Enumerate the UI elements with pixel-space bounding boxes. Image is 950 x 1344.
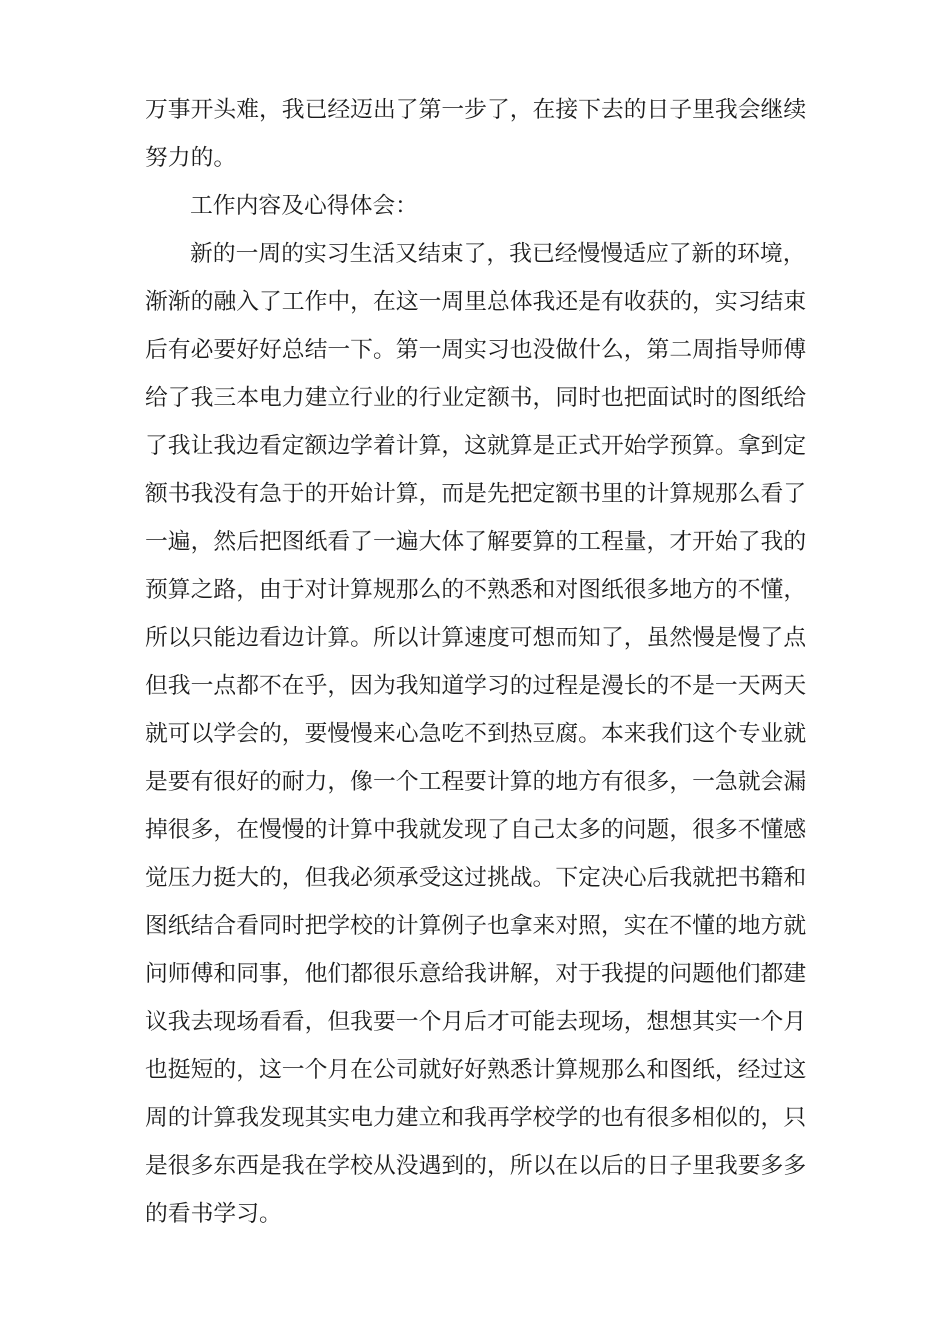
- text-line: 新的一周的实习生活又结束了，我已经慢慢适应了新的环境，: [190, 241, 806, 267]
- text-line: 一遍，然后把图纸看了一遍大体了解要算的工程量，才开始了我的: [145, 529, 807, 555]
- text-line: 但我一点都不在乎，因为我知道学习的过程是漫长的不是一天两天: [145, 673, 807, 699]
- text-line: 也挺短的，这一个月在公司就好好熟悉计算规那么和图纸，经过这: [145, 1057, 807, 1083]
- text-line: 给了我三本电力建立行业的行业定额书，同时也把面试时的图纸给: [145, 385, 807, 411]
- text-line: 议我去现场看看，但我要一个月后才可能去现场，想想其实一个月: [145, 1009, 807, 1035]
- text-line: 所以只能边看边计算。所以计算速度可想而知了，虽然慢是慢了点: [145, 625, 807, 651]
- text-line: 预算之路，由于对计算规那么的不熟悉和对图纸很多地方的不懂，: [145, 577, 807, 603]
- document-body: [145, 86, 805, 1238]
- text-line: 了我让我边看定额边学着计算，这就算是正式开始学预算。拿到定: [145, 433, 807, 459]
- text-line: 就可以学会的，要慢慢来心急吃不到热豆腐。本来我们这个专业就: [145, 721, 807, 747]
- text-line: 是很多东西是我在学校从没遇到的，所以在以后的日子里我要多多: [145, 1153, 807, 1179]
- text-line: 的看书学习。: [145, 1201, 282, 1227]
- section-heading: 工作内容及心得体会：: [190, 193, 418, 219]
- text-line: 是要有很好的耐力，像一个工程要计算的地方有很多，一急就会漏: [145, 769, 807, 795]
- text-line: 觉压力挺大的，但我必须承受这过挑战。下定决心后我就把书籍和: [145, 865, 807, 891]
- text-line: 渐渐的融入了工作中，在这一周里总体我还是有收获的，实习结束: [145, 289, 807, 315]
- text-line: 问师傅和同事，他们都很乐意给我讲解，对于我提的问题他们都建: [145, 961, 807, 987]
- text-line: 努力的。: [145, 145, 237, 171]
- text-line: 后有必要好好总结一下。第一周实习也没做什么，第二周指导师傅: [145, 337, 807, 363]
- text-line: 掉很多，在慢慢的计算中我就发现了自己太多的问题，很多不懂感: [145, 817, 807, 843]
- text-line: 额书我没有急于的开始计算，而是先把定额书里的计算规那么看了: [145, 481, 807, 507]
- text-line: 周的计算我发现其实电力建立和我再学校学的也有很多相似的，只: [145, 1105, 807, 1131]
- text-line: 万事开头难，我已经迈出了第一步了，在接下去的日子里我会继续: [145, 97, 807, 123]
- text-line: 图纸结合看同时把学校的计算例子也拿来对照，实在不懂的地方就: [145, 913, 807, 939]
